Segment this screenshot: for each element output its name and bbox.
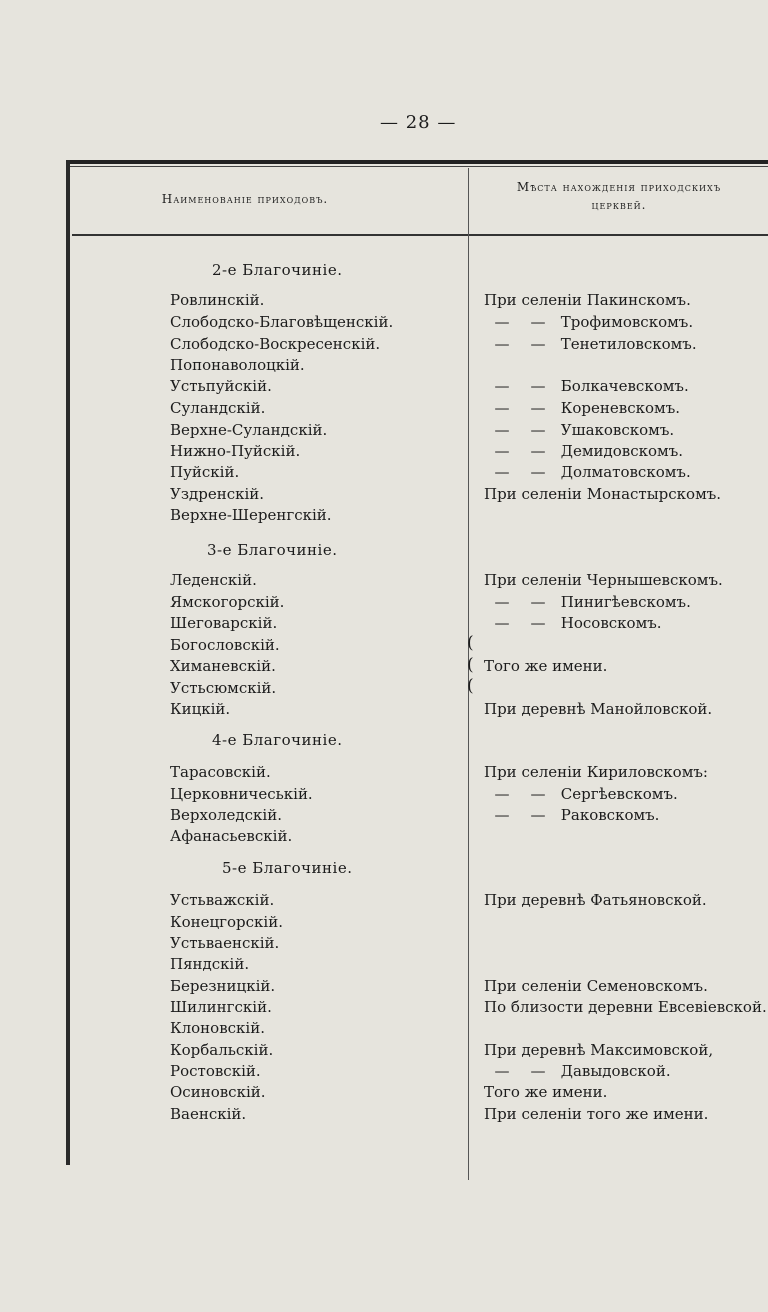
left-rule [66, 160, 70, 1165]
parish-name: Верхоледскій. [170, 806, 282, 824]
parish-name: Химаневскій. [170, 657, 276, 675]
parish-name: Кицкій. [170, 700, 231, 718]
location: При селеніи Семеновскомъ. [484, 977, 708, 995]
ditto-mark: — [530, 377, 546, 395]
location-ditto [484, 312, 693, 333]
location-ditto [484, 1061, 671, 1082]
location: Тенетиловскомъ. [560, 335, 697, 353]
location-ditto [484, 441, 683, 462]
location: По близости деревни Евсевіевской. [484, 998, 767, 1016]
location-ditto [484, 784, 678, 805]
location-ditto [484, 334, 697, 355]
location-ditto [484, 613, 662, 634]
location-ditto [484, 462, 691, 483]
parish-name: Устьважскій. [170, 891, 275, 909]
ditto-mark: — [530, 442, 546, 460]
location: Раковскомъ. [560, 806, 660, 824]
parish-name: Конецгорскій. [170, 913, 283, 931]
section-title: 3-е Благочиніе. [207, 541, 338, 559]
ditto-mark: — [494, 335, 510, 353]
location: При селеніи Кириловскомъ: [484, 763, 708, 781]
brace-mark: ( [467, 676, 474, 696]
ditto-mark: — [494, 593, 510, 611]
ditto-mark: — [530, 614, 546, 632]
location: Долматовскомъ. [560, 463, 691, 481]
ditto-mark: — [494, 442, 510, 460]
ditto-mark: — [494, 614, 510, 632]
ditto-mark: — [494, 421, 510, 439]
parish-name: Устьваенскій. [170, 934, 280, 952]
parish-name: Тарасовскій. [170, 763, 271, 781]
brace-mark: ( [467, 633, 474, 653]
parish-name: Богословскій. [170, 636, 280, 654]
parish-name: Ямскогорскій. [170, 593, 285, 611]
parish-name: Шеговарскій. [170, 614, 278, 632]
parish-name: Устьпуйскій. [170, 377, 272, 395]
parish-name: Устьсюмскій. [170, 679, 277, 697]
location-ditto [484, 805, 659, 826]
parish-name: Клоновскій. [170, 1019, 265, 1037]
location: При селеніи Чернышевскомъ. [484, 571, 723, 589]
location: Трофимовскомъ. [560, 313, 694, 331]
location: Сергѣевскомъ. [560, 785, 678, 803]
parish-name: Суландскій. [170, 399, 266, 417]
location: Ушаковскомъ. [560, 421, 675, 439]
location: Кореневскомъ. [560, 399, 681, 417]
section-title: 5-е Благочиніе. [222, 859, 353, 877]
ditto-mark: — [530, 399, 546, 417]
ditto-mark: — [530, 313, 546, 331]
location: Носовскомъ. [560, 614, 662, 632]
location: Того же имени. [484, 1083, 608, 1101]
location: При деревнѣ Максимовской, [484, 1041, 714, 1059]
ditto-mark: — [530, 1062, 546, 1080]
top-rule-thin [66, 166, 768, 167]
ditto-mark: — [494, 785, 510, 803]
ditto-mark: — [530, 593, 546, 611]
location-ditto [484, 398, 680, 419]
section-title: 2-е Благочиніе. [212, 261, 343, 279]
parish-name: Корбальскій. [170, 1041, 274, 1059]
parish-name: Нижно-Пуйскій. [170, 442, 301, 460]
ditto-mark: — [530, 335, 546, 353]
location: Демидовскомъ. [560, 442, 684, 460]
ditto-mark: — [530, 785, 546, 803]
location: Болкачевскомъ. [560, 377, 689, 395]
ditto-mark: — [494, 806, 510, 824]
parish-name: Шилингскій. [170, 998, 272, 1016]
location: При селеніи Пакинскомъ. [484, 291, 691, 309]
ditto-mark: — [530, 806, 546, 824]
location-ditto [484, 420, 674, 441]
parish-name: Афанасьевскій. [170, 827, 293, 845]
parish-name: Слободско-Благовѣщенскій. [170, 313, 394, 331]
location: При деревнѣ Манойловской. [484, 700, 713, 718]
header-parishes: Наименованіе приходовъ. [161, 192, 329, 206]
header-locations-line2: церквей. [591, 198, 647, 212]
ditto-mark: — [494, 377, 510, 395]
header-locations-line1: Мѣста нахожденія приходскихъ [516, 180, 722, 194]
location: Пинигѣевскомъ. [560, 593, 691, 611]
page-number: — 28 — [380, 112, 457, 133]
location: Давыдовской. [560, 1062, 671, 1080]
parish-name: Верхне-Суландскій. [170, 421, 328, 439]
parish-name: Попонаволоцкій. [170, 356, 305, 374]
parish-name: Уздренскій. [170, 485, 265, 503]
parish-name: Березницкій. [170, 977, 276, 995]
parish-name: Леденскій. [170, 571, 257, 589]
ditto-mark: — [530, 421, 546, 439]
ditto-mark: — [494, 1062, 510, 1080]
location-ditto [484, 592, 691, 613]
location-ditto [484, 376, 689, 397]
parish-name: Ростовскій. [170, 1062, 261, 1080]
ditto-mark: — [494, 463, 510, 481]
parish-name: Пяндскій. [170, 955, 250, 973]
parish-name: Слободско-Воскресенскій. [170, 335, 381, 353]
brace-mark: ( [467, 655, 474, 675]
header-locations [474, 178, 764, 214]
section-title: 4-е Благочиніе. [212, 731, 343, 749]
parish-name: Верхне-Шеренгскій. [170, 506, 332, 524]
ditto-mark: — [530, 463, 546, 481]
location: При селеніи того же имени. [484, 1105, 709, 1123]
parish-name: Пуйскій. [170, 463, 240, 481]
top-rule [66, 160, 768, 164]
parish-name: Ровлинскій. [170, 291, 265, 309]
parish-name: Церковничеській. [170, 785, 313, 803]
location: При селеніи Монастырскомъ. [484, 485, 722, 503]
parish-name: Осиновскій. [170, 1083, 266, 1101]
location: Того же имени. [484, 657, 608, 675]
parish-name: Ваенскій. [170, 1105, 247, 1123]
header-rule [72, 234, 768, 236]
ditto-mark: — [494, 399, 510, 417]
ditto-mark: — [494, 313, 510, 331]
location: При деревнѣ Фатьяновской. [484, 891, 707, 909]
